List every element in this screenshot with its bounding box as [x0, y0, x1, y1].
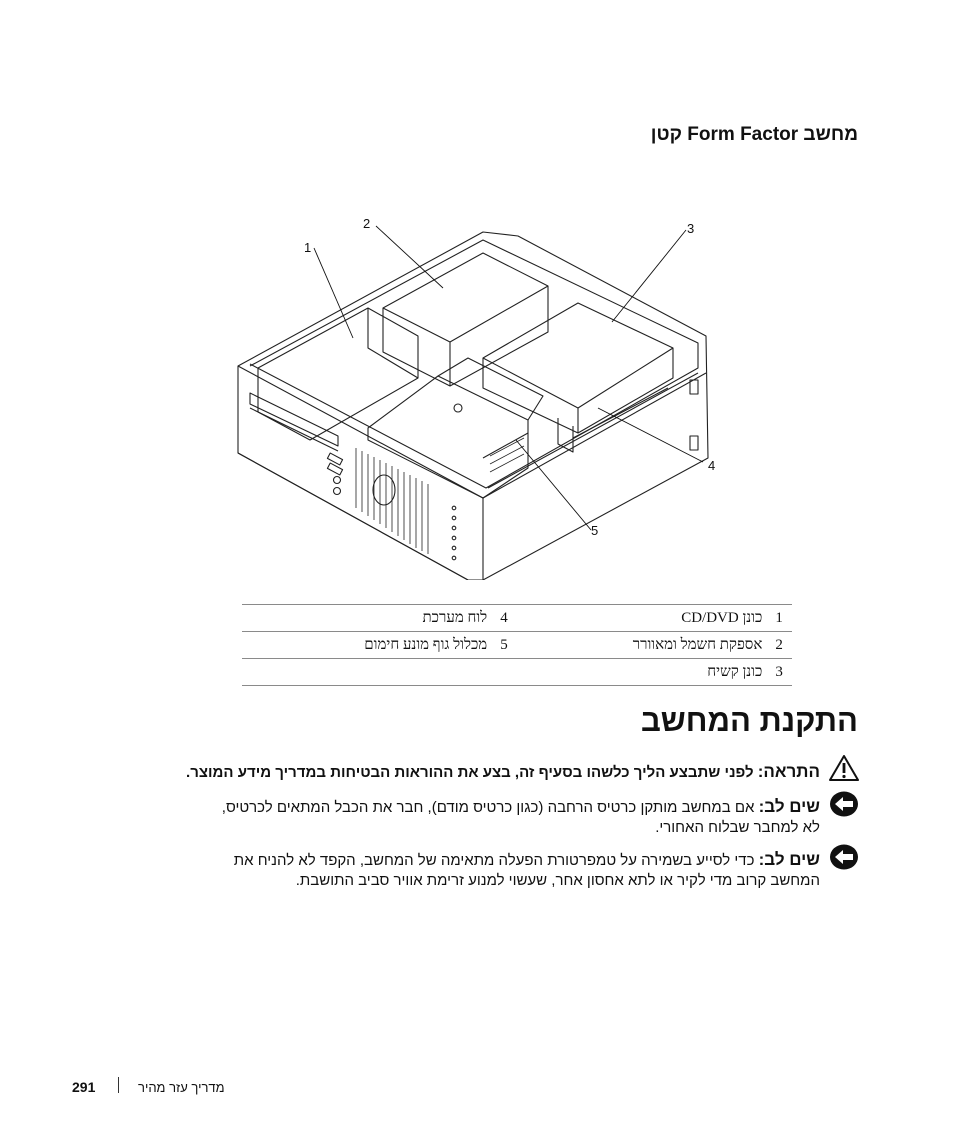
notice-arrow-icon — [828, 790, 860, 818]
page-number: 291 — [72, 1079, 96, 1095]
system-board — [488, 373, 698, 488]
note-text-line: לא למחבר שבלוח האחורי. — [655, 819, 820, 836]
legend-label: אספקת חשמל ומאוורר — [517, 632, 766, 659]
drive-rails — [558, 418, 573, 452]
callout-2: 2 — [363, 216, 371, 231]
legend-number: 2 — [766, 632, 792, 659]
table-row — [242, 659, 792, 686]
legend-label: מכלול גוף מונע חימום — [242, 632, 491, 659]
computer-interior-diagram — [228, 208, 748, 580]
note-text-line: המחשב קרוב מדי לקיר או לתא אחסון אחר, שעשוי למנוע זרימת אוויר סביב התושבת. — [295, 872, 820, 889]
caution-text: לפני שתבצע הליך כלשהו בסעיף זה, בצע את ההוראות הבטיחות במדריך מידע המוצר. — [186, 764, 754, 781]
callout-5: 5 — [591, 523, 599, 538]
rear-slot — [690, 380, 698, 394]
section-title: מחשב Form Factor קטן — [650, 124, 858, 145]
page-heading: התקנת המחשב — [640, 703, 858, 738]
legend-number: 1 — [766, 605, 792, 632]
legend-label: כונן CD/DVD — [517, 605, 766, 632]
legend-number: 4 — [491, 605, 517, 632]
note-expansion-card — [120, 797, 820, 838]
note-label: שים לב: — [758, 850, 820, 869]
chassis-inner-rim — [250, 240, 698, 488]
legend-label: לוח מערכת — [242, 605, 491, 632]
note-ventilation — [120, 850, 820, 891]
legend-number: 3 — [766, 659, 792, 686]
callout-4: 4 — [708, 458, 716, 473]
legend-number — [491, 659, 517, 686]
diagram-legend-table — [242, 604, 792, 686]
front-drive-bay — [250, 393, 338, 446]
legend-label: כונן קשיח — [517, 659, 766, 686]
warning-triangle-icon — [828, 754, 860, 782]
notice-arrow-icon — [828, 843, 860, 871]
caution-label: התראה: — [757, 762, 820, 781]
front-indicator-lights — [452, 506, 456, 560]
footer-divider — [118, 1077, 119, 1093]
caution-notice — [186, 762, 820, 783]
legend-number: 5 — [491, 632, 517, 659]
table-row — [242, 632, 792, 659]
front-audio-jack — [334, 477, 341, 484]
note-text-line: כדי לסייע בשמירה על טמפרטורת הפעלה מתאימה של המחשב, הקפד לא להניח את — [233, 852, 755, 869]
callout-3: 3 — [687, 221, 695, 236]
note-text-line: אם במחשב מותקן כרטיס הרחבה (כגון כרטיס מודם), חבר את הכבל המתאים לכרטיס, — [221, 799, 755, 816]
table-row — [242, 605, 792, 632]
callout-1: 1 — [304, 240, 312, 255]
legend-label — [242, 659, 491, 686]
footer-guide-title: מדריך עזר מהיר — [138, 1080, 225, 1095]
note-label: שים לב: — [758, 797, 820, 816]
